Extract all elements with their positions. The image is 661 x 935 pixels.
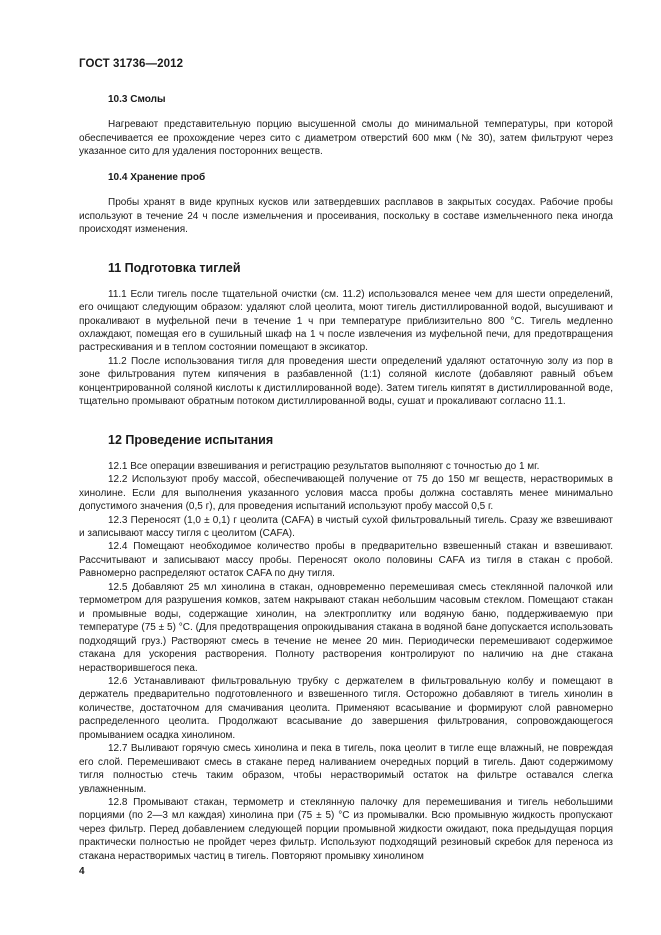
section-10-3-paragraph: Нагревают представительную порцию высушенной смолы до минимальной температуры, при которой обеспечивается ее прохождение через сито с диаметром отверстий 600 мкм (№ 30), затем фильтруют через указанное сито для удаления посторонних веществ. — [79, 119, 613, 158]
document-header-id: ГОСТ 31736—2012 — [79, 58, 184, 70]
section-10-3-heading: 10.3 Смолы — [108, 94, 166, 105]
clause-12-6: 12.6 Устанавливают фильтровальную трубку с держателем в фильтровальную колбу и помещают в держатель предварительно подготовленного и взвешенного тигля. Осторожно добавляют в тигель хинолин в количестве, достаточном для смачивания цеолита. Применяют всасывание и формируют слой равномерно распределенного цеолита. Продолжают всасывание до завершения фильтрования, сопровождающегося промыванием осадка хинолином. — [79, 675, 613, 741]
clause-11-1: 11.1 Если тигель после тщательной очистки (см. 11.2) использовался менее чем для шести определений, его очищают следующим образом: удаляют слой цеолита, моют тигель дистиллированной водой, высушивают и прокаливают в муфельной печи в течение 1 ч при температуре приблизительно 800 °С. Тигель медленно охлаждают, помещая его в сушильный шкаф на 1 ч после извлечения из муфельной печи, для предотвращения растрескивания и в теплом состоянии помещают в эксикатор. — [79, 288, 613, 354]
section-12-heading: 12 Проведение испытания — [108, 432, 274, 447]
page-content — [79, 93, 613, 863]
clause-12-8: 12.8 Промывают стакан, термометр и стеклянную палочку для перемешивания и тигель небольшими порциями (по 2—3 мл каждая) хинолина при (75 ± 5) °С из промывалки. Всю промывную жидкость пропускают через фильтр. Перед добавлением следующей порции промывной жидкости ожидают, пока предыдущая порция практически полностью не пройдет через фильтр. Используют подходящий резиновый скребок для переноса из стакана нерастворимых частиц в тигель. Повторяют промывку хинолином — [79, 797, 613, 862]
page-number: 4 — [79, 866, 85, 877]
clause-12-1: 12.1 Все операции взвешивания и регистрацию результатов выполняют с точностью до 1 мг. — [108, 460, 540, 472]
clause-12-3: 12.3 Переносят (1,0 ± 0,1) г цеолита (CAFA) в чистый сухой фильтровальный тигель. Сразу же взвешивают и записывают массу тигля с цеолитом (CAFA). — [79, 514, 613, 539]
clause-12-7: 12.7 Выливают горячую смесь хинолина и пека в тигель, пока цеолит в тигле еще влажный, не повреждая его слой. Перемешивают смесь в стакане перед наливанием очередных порций в тигель. Дают содержимому тигля полностью стечь таким образом, чтобы нерастворимый остаток на фильтре оставался слегка увлажненным. — [79, 743, 613, 795]
clause-12-5: 12.5 Добавляют 25 мл хинолина в стакан, одновременно перемешивая смесь стеклянной палочкой или термометром для разрушения комков, затем накрывают стакан небольшим часовым стеклом. Помещают стакан и промывные воды, содержащие хинолин, на электроплитку или водяную баню, поддерживаемую при температуре (75 ± 5) °С. (Для предотвращения опрокидывания стакана в водяной бане допускается использовать подходящий груз.) Растворяют смесь в течение не менее 20 мин. Периодически перемешивают содержимое стакана для ускорения растворения. Полноту растворения контролируют по наличию на дне стакана нерастворившегося пека. — [79, 581, 613, 674]
clause-12-4: 12.4 Помещают необходимое количество пробы в предварительно взвешенный стакан и взвешивают. Рассчитывают и записывают массу пробы. Переносят около половины CAFA из тигля в стакан с пробой. Равномерно распределяют остаток CAFA по дну тигля. — [79, 541, 613, 580]
section-10-4-heading: 10.4 Хранение проб — [108, 171, 206, 183]
section-11-heading: 11 Подготовка тиглей — [108, 260, 241, 275]
section-10-4-paragraph: Пробы хранят в виде крупных кусков или затвердевших расплавов в закрытых сосудах. Рабочие пробы используют в течение 24 ч после измельчения и просеивания, поскольку в составе измельченного пека иногда происходят изменения. — [79, 197, 613, 236]
clause-11-2: 11.2 После использования тигля для проведения шести определений удаляют остаточную золу из пор в зоне фильтрования путем кипячения в разбавленной (1:1) соляной кислоте (добавляют равный объем концентрированной соляной кислоты к дистиллированной воде). Затем тигель кипятят в дистиллированной воде, тщательно промывают обратным потоком дистиллированной воды, сушат и прокаливают согласно 11.1. — [79, 355, 613, 408]
clause-12-2: 12.2 Используют пробу массой, обеспечивающей получение от 75 до 150 мг веществ, нерастворимых в хинолине. Если для выполнения указанного условия масса пробы должна составлять менее минимально допустимого значения (0,5 г), для проведения испытаний используют пробу массой 0,5 г. — [79, 474, 613, 513]
